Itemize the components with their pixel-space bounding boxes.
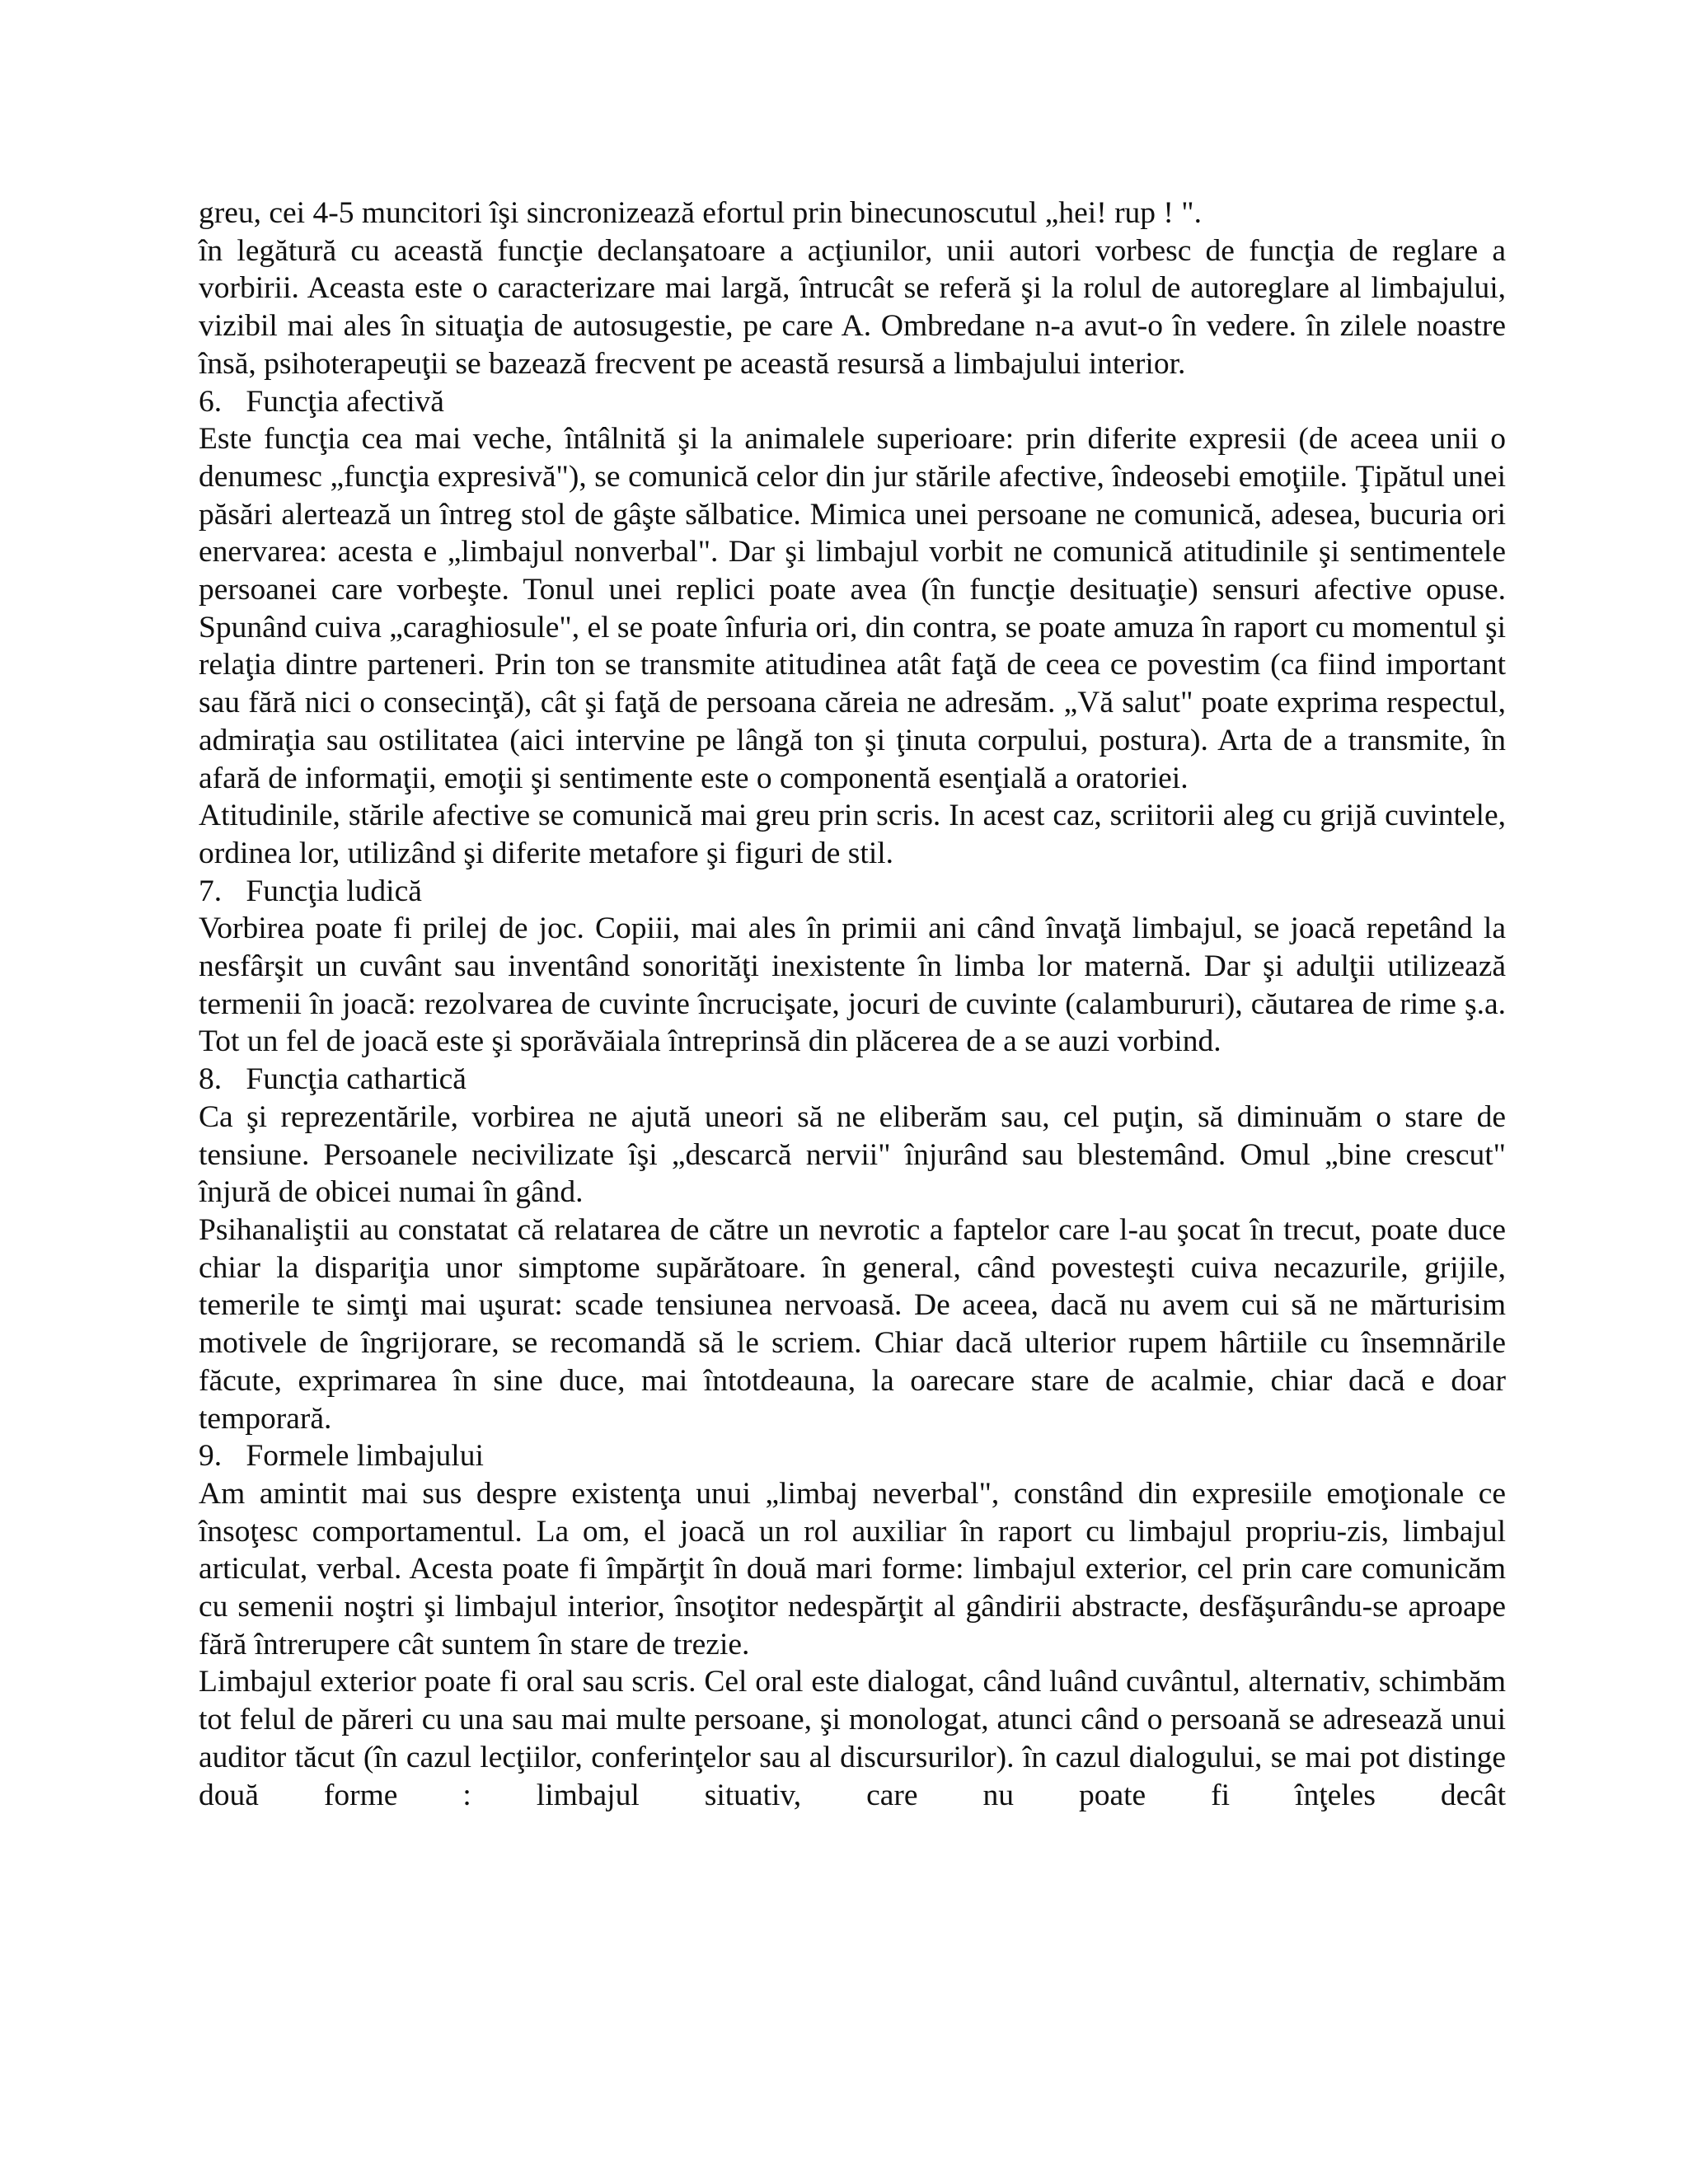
section-title: Formele limbajului xyxy=(246,1439,484,1474)
section-heading xyxy=(199,383,1506,421)
paragraph: Vorbirea poate fi prilej de joc. Copiii, mai ales în primii ani când învaţă limbajul, se joacă repetând la nesfârşit un cuvânt sau inventând sonorităţi inexistente în limba lor maternă. Dar şi adulţii utilizează termenii în joacă: rezolvarea de cuvinte încrucişate, jocuri de cuvinte (calambururi), căutarea de rime ş.a. Tot un fel de joacă este şi sporăvăiala întreprinsă din plăcerea de a se auzi vorbind. xyxy=(199,912,1506,1059)
paragraph: greu, cei 4-5 muncitori îşi sincronizează efortul prin binecunoscutul „hei! rup ! ". xyxy=(199,196,1202,230)
section-title: Funcţia ludică xyxy=(246,874,422,908)
section-title: Funcţia afectivă xyxy=(246,384,444,419)
section-heading xyxy=(199,1061,1506,1099)
paragraph: Psihanaliştii au constatat că relatarea de către un nevrotic a faptelor care l-au şocat în trecut, poate duce chiar la dispariţia unor simptome supărătoare. în general, când povesteşti cuiva necazurile, grijile, temerile te simţi mai uşurat: scade tensiunea nervoasă. De aceea, dacă nu avem cui să ne mărturisim motivele de îngrijorare, se recomandă să le scriem. Chiar dacă ulterior rupem hârtiile cu însemnările făcute, exprimarea în sine duce, mai întotdeauna, la oarecare stare de acalmie, chiar dacă e doar temporară. xyxy=(199,1212,1506,1436)
paragraph: Este funcţia cea mai veche, întâlnită şi la animalele superioare: prin diferite expresii (de aceea unii o denumesc „funcţia expresivă"), se comunică celor din jur stările afective, îndeosebi emoţiile. Ţipătul unei păsări alertează un întreg stol de gâşte sălbatice. Mimica unei persoane ne comunică, adesea, bucuria ori enervarea: acesta e „limbajul nonverbal". Dar şi limbajul vorbit ne comunică atitudinile şi sentimentele persoanei care vorbeşte. Tonul unei replici poate avea (în funcţie desituaţie) sensuri afective opuse. Spunând cuiva „caraghiosule", el se poate înfuria ori, din contra, se poate amuza în raport cu momentul şi relaţia dintre parteneri. Prin ton se transmite atitudinea atât faţă de ceea ce povestim (ca fiind important sau fără nici o consecinţă), cât şi faţă de persoana căreia ne adresăm. „Vă salut" poate exprima respectul, admiraţia sau ostilitatea (aici intervine pe lângă ton şi ţinuta corpului, postura). Arta de a transmite, în afară de informaţii, emoţii şi sentimente este o componentă esenţială a oratoriei. xyxy=(199,422,1506,795)
paragraph: Am amintit mai sus despre existenţa unui „limbaj neverbal", constând din expresiile emoţionale ce însoţesc comportamentul. La om, el joacă un rol auxiliar în raport cu limbajul propriu-zis, limbajul articulat, verbal. Acesta poate fi împărţit în două mari forme: limbajul exterior, cel prin care comunicăm cu semenii noştri şi limbajul interior, însoţitor nedespărţit al gândirii abstracte, desfăşurându-se aproape fără întrerupere cât suntem în stare de trezie. xyxy=(199,1476,1506,1661)
paragraph: Ca şi reprezentările, vorbirea ne ajută uneori să ne eliberăm sau, cel puţin, să diminuăm o stare de tensiune. Persoanele necivilizate îşi „descarcă nervii" înjurând sau blestemând. Omul „bine crescut" înjură de obicei numai în gând. xyxy=(199,1099,1506,1210)
section-number: 6. xyxy=(199,384,223,419)
paragraph: Limbajul exterior poate fi oral sau scris. Cel oral este dialogat, când luând cuvântul, alternativ, schimbăm tot felul de păreri cu una sau mai multe persoane, şi monologat, atunci când o persoană se adresează unui auditor tăcut (în cazul lecţiilor, conferinţelor sau al discursurilor). în cazul dialogului, se mai pot distinge două forme : limbajul situativ, care nu poate fi înţeles decât xyxy=(199,1665,1506,1812)
section-title: Funcţia cathartică xyxy=(246,1062,467,1097)
section-number: 9. xyxy=(199,1439,223,1474)
section-number: 7. xyxy=(199,874,223,908)
section-heading xyxy=(199,873,1506,911)
section-heading xyxy=(199,1437,1506,1475)
document-body xyxy=(199,194,1506,1814)
paragraph: în legătură cu această funcţie declanşatoare a acţiunilor, unii autori vorbesc de funcţia de reglare a vorbirii. Aceasta este o caracterizare mai largă, întrucât se referă şi la rolul de autoreglare al limbajului, vizibil mai ales în situaţia de autosugestie, pe care A. Ombredane n-a avut-o în vedere. în zilele noastre însă, psihoterapeuţii se bazează frecvent pe această resursă a limbajului interior. xyxy=(199,233,1506,381)
paragraph: Atitudinile, stările afective se comunică mai greu prin scris. In acest caz, scriitorii aleg cu grijă cuvintele, ordinea lor, utilizând şi diferite metafore şi figuri de stil. xyxy=(199,799,1506,870)
section-number: 8. xyxy=(199,1062,223,1097)
